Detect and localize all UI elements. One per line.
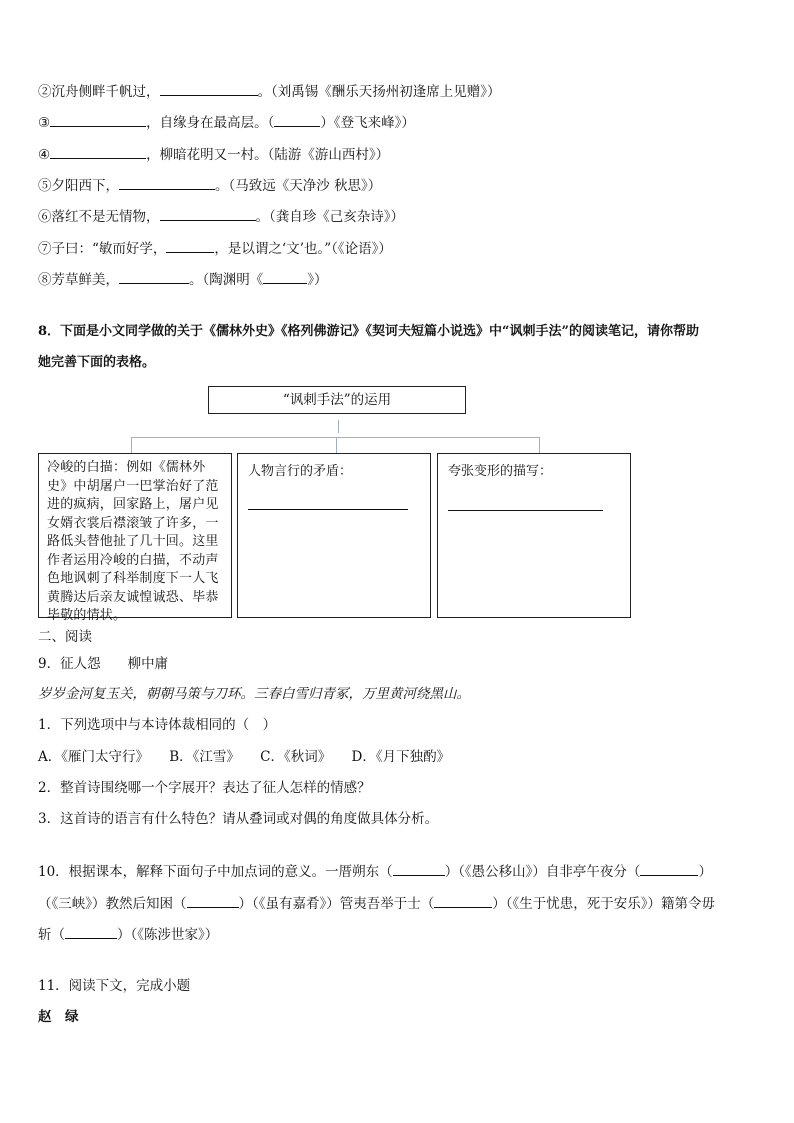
- answer-blank[interactable]: [65, 926, 117, 939]
- q8-prompt-line2: 她完善下面的表格。: [38, 355, 156, 370]
- answer-blank[interactable]: [263, 271, 307, 284]
- answer-blank[interactable]: [274, 114, 320, 127]
- poem-line-7: ⑦子曰：“敏而好学， ，是以谓之‘文’也。”（《论语》）: [38, 241, 392, 257]
- q10-line3: 斩（ ）（《陈涉世家》）: [38, 927, 219, 943]
- answer-blank[interactable]: [160, 208, 256, 221]
- satire-cell-3: [437, 453, 631, 618]
- q9-sub3: 3．这首诗的语言有什么特色？请从叠词或对偶的角度做具体分析。: [38, 811, 439, 827]
- satire-cell-2: [237, 453, 431, 618]
- poem-line-6: ⑥落红不是无情物， 。（龚自珍《己亥杂诗》）: [38, 209, 404, 225]
- answer-blank[interactable]: [187, 895, 239, 908]
- q11-title: 11．阅读下文，完成小题: [38, 978, 191, 994]
- poem-line-8: ⑧芳草鲜美， 。（陶渊明《 》）: [38, 272, 328, 288]
- poem-line-4: ④ ，柳暗花明又一村。（陆游《游山西村》）: [38, 147, 390, 163]
- cell-2-answer-blank[interactable]: [248, 509, 408, 510]
- satire-cell-1: [38, 453, 232, 623]
- section-heading: 二、阅读: [38, 629, 92, 645]
- connector-right-drop: [539, 437, 540, 453]
- cell-1-text: 冷峻的白描：例如《儒林外史》中胡屠户一巴掌治好了范进的疯病，回家路上，屠户见女婿衣裳后襟滚皱了许多，一路低头替他扯了几十回。这里作者运用冷峻的白描，不动声色地讽刺了科举制度下一人飞黄腾达后亲友诚惶诚恐、毕恭毕敬的情状。: [47, 460, 219, 623]
- q9-title: 9．征人怨 柳中庸: [38, 656, 169, 672]
- answer-blank[interactable]: [393, 863, 445, 876]
- q9-options: A．《雁门太守行》 B．《江雪》 C．《秋词》 D．《月下独酌》: [38, 749, 451, 765]
- answer-blank[interactable]: [160, 83, 258, 96]
- answer-blank[interactable]: [119, 271, 189, 284]
- connector-left-drop: [131, 437, 132, 453]
- poem-line-3: ③ ，自缘身在最高层。（ ）《登飞来峰》）: [38, 115, 415, 131]
- connector-vertical: [338, 420, 339, 433]
- q8-prompt-line1: 8．下面是小文同学做的关于《儒林外史》《格列佛游记》《契诃夫短篇小说选》中“讽刺手法”的阅读笔记，请你帮助: [38, 324, 700, 339]
- cell-3-answer-blank[interactable]: [448, 510, 603, 511]
- q9-sub1: 1．下列选项中与本诗体裁相同的（ ）: [38, 717, 277, 733]
- q9-poem: 岁岁金河复玉关，朝朝马策与刀环。三春白雪归青冢，万里黄河绕黑山。: [38, 686, 470, 702]
- q10-line2: （《三峡》）教然后知困（ ）（《虽有嘉肴》）管夷吾举于士（ ）（《生于忧患，死于安乐》）籍第令毋: [38, 896, 715, 912]
- answer-blank[interactable]: [166, 240, 214, 253]
- q11-passage-title: 赵 绿: [38, 1009, 79, 1025]
- poem-line-2: ②沉舟侧畔千帆过， 。（刘禹锡《酬乐天扬州初逢席上见赠》）: [38, 84, 501, 100]
- answer-blank[interactable]: [640, 863, 698, 876]
- q10-line1: 10．根据课本，解释下面句子中加点词的意义。一厝朔东（ ）（《愚公移山》）自非亭午夜分（ ）: [38, 864, 712, 880]
- cell-3-label: 夸张变形的描写：: [448, 464, 553, 479]
- answer-blank[interactable]: [434, 895, 492, 908]
- q9-sub2: 2．整首诗围绕哪一个字展开？表达了征人怎样的情感？: [38, 780, 371, 796]
- diagram-title: “讽刺手法”的运用: [282, 392, 392, 408]
- answer-blank[interactable]: [50, 114, 146, 127]
- answer-blank[interactable]: [50, 146, 146, 159]
- answer-blank[interactable]: [119, 177, 215, 190]
- diagram-title-box: [208, 386, 466, 414]
- cell-2-label: 人物言行的矛盾：: [248, 464, 353, 479]
- connector-mid-drop: [336, 437, 337, 453]
- poem-line-5: ⑤夕阳西下， 。（马致远《天净沙 秋思》）: [38, 178, 382, 194]
